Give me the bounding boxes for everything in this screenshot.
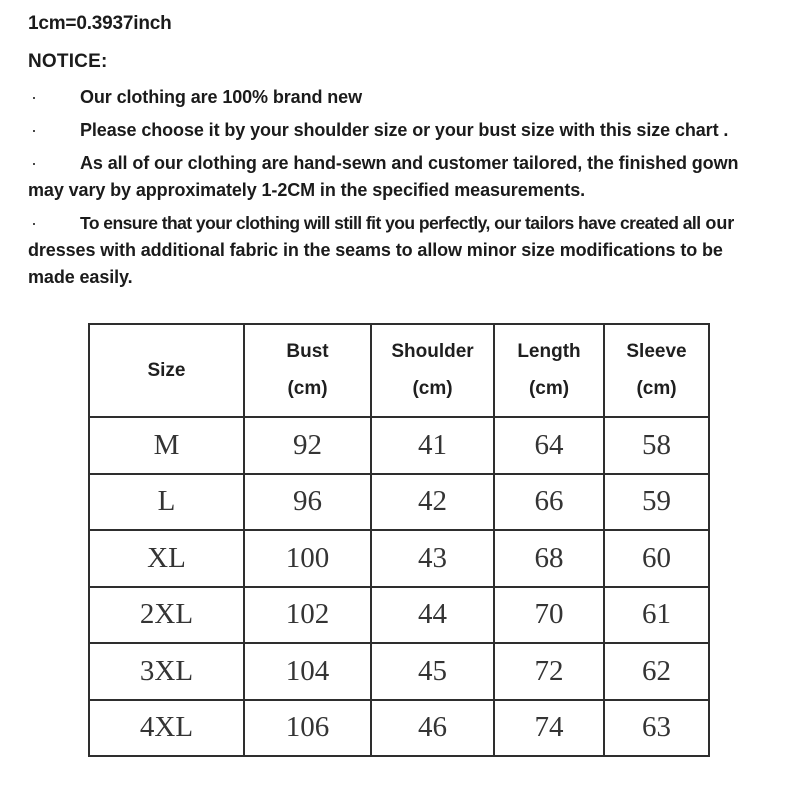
length-cell: 70 xyxy=(494,587,604,644)
table-row xyxy=(89,643,709,700)
column-header-shoulder xyxy=(371,324,494,417)
column-header-bust xyxy=(244,324,371,417)
bust-cell: 100 xyxy=(244,530,371,587)
sleeve-cell: 63 xyxy=(604,700,709,757)
notice-item xyxy=(28,210,774,291)
shoulder-cell: 44 xyxy=(371,587,494,644)
size-cell: M xyxy=(89,417,244,474)
length-cell: 66 xyxy=(494,474,604,531)
bust-cell: 104 xyxy=(244,643,371,700)
notice-text xyxy=(28,210,774,291)
sleeve-cell: 62 xyxy=(604,643,709,700)
notice-heading: NOTICE: xyxy=(28,51,108,72)
bullet-icon: · xyxy=(31,120,37,140)
shoulder-cell: 45 xyxy=(371,643,494,700)
bullet-icon: · xyxy=(31,153,37,173)
shoulder-cell: 41 xyxy=(371,417,494,474)
shoulder-cell: 43 xyxy=(371,530,494,587)
notice-text-regular-segment: our dresses with additional fabric in the seams to allow minor size modifications to be made easily. xyxy=(28,213,735,287)
length-cell: 72 xyxy=(494,643,604,700)
column-header-sleeve xyxy=(604,324,709,417)
table-row xyxy=(89,587,709,644)
size-cell: L xyxy=(89,474,244,531)
table-row xyxy=(89,700,709,757)
size-chart-table xyxy=(88,323,710,757)
bust-cell: 106 xyxy=(244,700,371,757)
column-label: Shoulder xyxy=(391,340,474,362)
size-cell: 3XL xyxy=(89,643,244,700)
bullet-icon: · xyxy=(31,87,37,107)
shoulder-cell: 42 xyxy=(371,474,494,531)
notice-item xyxy=(28,117,774,144)
column-label: Sleeve xyxy=(626,340,687,362)
sleeve-cell: 59 xyxy=(604,474,709,531)
notice-item xyxy=(28,150,774,204)
bust-cell: 92 xyxy=(244,417,371,474)
column-label: Length xyxy=(517,340,581,362)
table-row xyxy=(89,530,709,587)
bullet-icon: · xyxy=(31,213,37,233)
sleeve-cell: 58 xyxy=(604,417,709,474)
table-row xyxy=(89,474,709,531)
column-header-size xyxy=(89,324,244,417)
column-unit: (cm) xyxy=(636,378,677,400)
shoulder-cell: 46 xyxy=(371,700,494,757)
column-header-length xyxy=(494,324,604,417)
table-header-row xyxy=(89,324,709,417)
size-cell: 4XL xyxy=(89,700,244,757)
bust-cell: 102 xyxy=(244,587,371,644)
notice-text-narrow-segment: To ensure that your clothing will still fit you perfectly, our tailors have created all xyxy=(80,213,701,233)
column-unit: (cm) xyxy=(412,378,453,400)
notice-item xyxy=(28,84,774,111)
table-row xyxy=(89,417,709,474)
size-cell: 2XL xyxy=(89,587,244,644)
size-cell: XL xyxy=(89,530,244,587)
notice-text: Please choose it by your shoulder size or your bust size with this size chart . xyxy=(80,120,729,140)
notice-text: As all of our clothing are hand-sewn and customer tailored, the finished gown may vary by approximately 1-2CM in the specified measurements. xyxy=(28,153,739,200)
length-cell: 68 xyxy=(494,530,604,587)
column-label: Bust xyxy=(286,340,329,362)
column-unit: (cm) xyxy=(287,378,328,400)
column-unit: (cm) xyxy=(528,378,570,400)
bust-cell: 96 xyxy=(244,474,371,531)
notice-text: Our clothing are 100% brand new xyxy=(80,87,362,107)
sleeve-cell: 61 xyxy=(604,587,709,644)
conversion-note: 1cm=0.3937inch xyxy=(28,13,172,34)
length-cell: 64 xyxy=(494,417,604,474)
sleeve-cell: 60 xyxy=(604,530,709,587)
length-cell: 74 xyxy=(494,700,604,757)
column-label: Size xyxy=(147,359,186,381)
